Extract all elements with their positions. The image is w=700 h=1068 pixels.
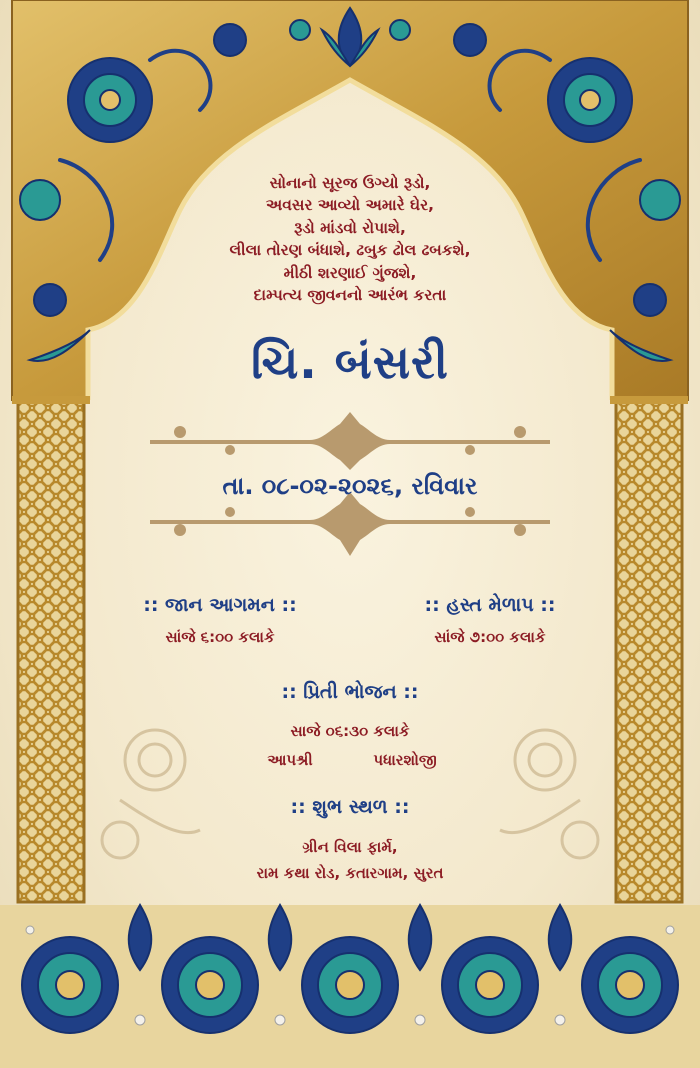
poem-line: સોનાનો સૂરજ ઉગ્યો રૂડો, xyxy=(269,174,431,192)
venue-line-2: રામ કથા રોડ, કતારગામ, સુરત xyxy=(256,864,444,882)
venue-title: :: શુભ સ્થળ :: xyxy=(290,796,410,818)
bride-name: ચિ. બંસરી xyxy=(251,335,449,389)
poem-line: રૂડો માંડવો રોપાશે, xyxy=(294,218,406,237)
bhojan-title: :: પ્રિતી ભોજન :: xyxy=(281,681,419,703)
hast-title: :: હસ્ત મેળાપ :: xyxy=(424,594,556,616)
event-date: તા. ૦૮-૦૨-૨૦૨૬, રવિવાર xyxy=(222,472,478,500)
venue-line-1: ગ્રીન વિલા ફાર્મ, xyxy=(302,838,398,856)
poem-line: લીલા તોરણ બંધાશે, ઢબુક ઢોલ ઢબકશે, xyxy=(229,241,471,260)
bhojan-note-right: પધારશોજી xyxy=(373,751,437,769)
poem-line: અવસર આવ્યો અમારે ઘેર, xyxy=(265,196,435,215)
jaan-time: સાંજે ૬:૦૦ કલાકે xyxy=(165,628,275,646)
poem-line: દામ્પત્ય જીવનનો આરંભ કરતા xyxy=(253,286,447,305)
poem-block xyxy=(150,172,550,306)
jaan-title: :: જાન આગમન :: xyxy=(143,594,297,616)
bhojan-time: સાજે ૦૬:૩૦ કલાકે xyxy=(290,722,410,740)
hast-time: સાંજે ૭:૦૦ કલાકે xyxy=(434,628,546,646)
bhojan-note-left: આપશ્રી xyxy=(267,751,313,769)
poem-line: મીઠી શરણાઈ ગુંજશે, xyxy=(283,263,417,282)
